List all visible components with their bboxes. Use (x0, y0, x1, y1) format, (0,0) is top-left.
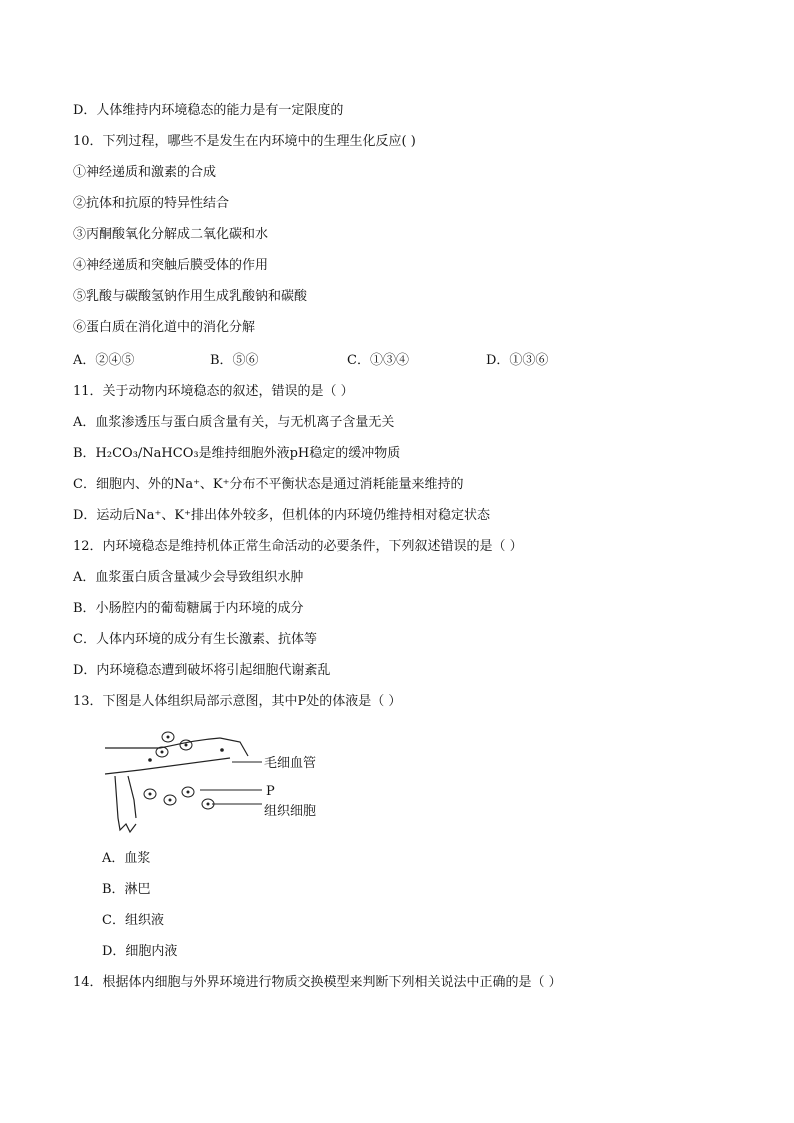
q10-option-c: C．①③④ (347, 353, 409, 368)
capillary-end (220, 738, 248, 756)
q12-stem: 12．内环境稳态是维持机体正常生命活动的必要条件，下列叙述错误的是（ ） (73, 539, 523, 554)
q9-option-d: D．人体维持内环境稳态的能力是有一定限度的 (73, 103, 344, 118)
cell-nucleus (161, 751, 164, 754)
cell-nucleus (169, 799, 172, 802)
q10-item-2: ②抗体和抗原的特异性结合 (73, 196, 230, 211)
q12-option-a: A．血浆蛋白质含量减少会导致组织水肿 (73, 570, 304, 585)
tissue-diagram (100, 728, 350, 840)
blood-cell (148, 758, 152, 762)
q11-stem: 11．关于动物内环境稳态的叙述，错误的是（ ） (73, 384, 354, 399)
cell-nucleus (185, 744, 188, 747)
q13-option-a: A．血浆 (102, 851, 151, 866)
q13-stem: 13．下图是人体组织局部示意图，其中P处的体液是（ ） (73, 694, 402, 709)
q13-option-c: C．组织液 (102, 913, 164, 928)
q10-item-6: ⑥蛋白质在消化道中的消化分解 (73, 320, 256, 335)
cell-nucleus (167, 736, 170, 739)
q12-option-b: B．小肠腔内的葡萄糖属于内环境的成分 (73, 601, 304, 616)
q10-option-a: A．②④⑤ (73, 353, 135, 368)
q10-item-4: ④神经递质和突触后膜受体的作用 (73, 258, 269, 273)
lymph-vessel-left (115, 776, 136, 832)
q10-option-b: B．⑤⑥ (210, 353, 259, 368)
q11-option-d: D．运动后Na⁺、K⁺排出体外较多，但机体的内环境仍维持相对稳定状态 (73, 508, 490, 523)
q13-option-d: D．细胞内液 (102, 944, 178, 959)
q11-option-c: C．细胞内、外的Na⁺、K⁺分布不平衡状态是通过消耗能量来维持的 (73, 477, 464, 492)
label-capillary: 毛细血管 (264, 756, 317, 771)
lymph-vessel-right (128, 776, 136, 818)
q10-item-5: ⑤乳酸与碳酸氢钠作用生成乳酸钠和碳酸 (73, 289, 308, 304)
capillary-lower-wall (105, 758, 230, 774)
blood-cell (220, 748, 224, 752)
q11-option-b: B．H₂CO₃/NaHCO₃是维持细胞外液pH稳定的缓冲物质 (73, 446, 401, 461)
q10-item-1: ①神经递质和激素的合成 (73, 165, 217, 180)
label-p: P (266, 784, 275, 799)
q13-option-b: B．淋巴 (102, 882, 151, 897)
label-tissue-cell: 组织细胞 (264, 804, 317, 819)
cell-nucleus (207, 803, 210, 806)
q10-item-3: ③丙酮酸氧化分解成二氧化碳和水 (73, 227, 269, 242)
q10-option-d: D．①③⑥ (486, 353, 549, 368)
q10-stem: 10．下列过程，哪些不是发生在内环境中的生理生化反应( ) (73, 134, 416, 149)
cell-nucleus (187, 791, 190, 794)
cell-nucleus (149, 793, 152, 796)
q14-stem: 14．根据体内细胞与外界环境进行物质交换模型来判断下列相关说法中正确的是（ ） (73, 975, 562, 990)
q12-option-c: C．人体内环境的成分有生长激素、抗体等 (73, 632, 317, 647)
q11-option-a: A．血浆渗透压与蛋白质含量有关，与无机离子含量无关 (73, 415, 395, 430)
q12-option-d: D．内环境稳态遭到破坏将引起细胞代谢紊乱 (73, 663, 331, 678)
tissue-diagram-svg (100, 728, 350, 840)
